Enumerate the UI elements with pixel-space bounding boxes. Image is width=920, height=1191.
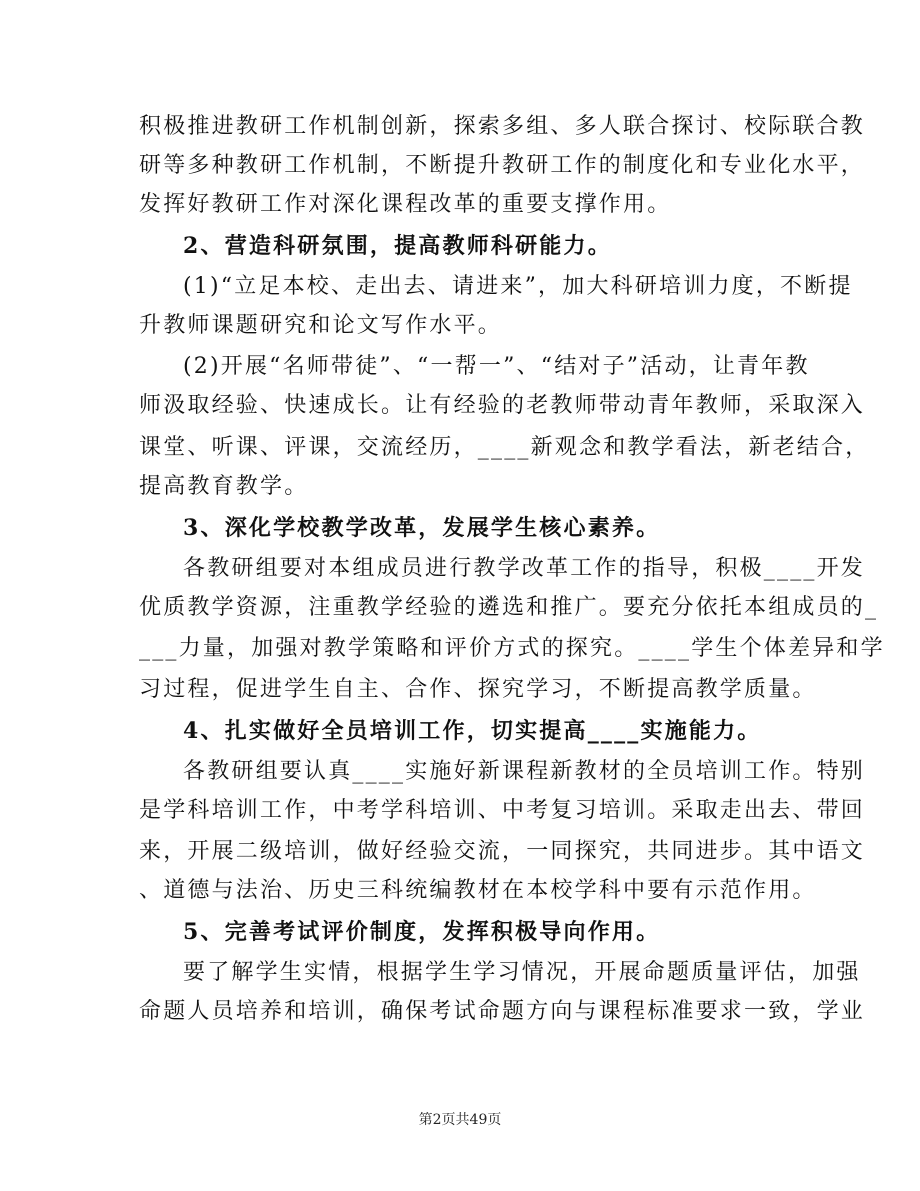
text-line: 师汲取经验、快速成长。让有经验的老教师带动青年教师，采取深入 (139, 393, 866, 418)
text-line: 要了解学生实情，根据学生学习情况，开展命题质量评估，加强 (183, 960, 861, 985)
text-line: 积极推进教研工作机制创新，探索多组、多人联合探讨、校际联合教 (139, 114, 866, 139)
text-line: 习过程，促进学生自主、合作、探究学习，不断提高教学质量。 (139, 677, 817, 702)
text-line: 命题人员培养和培训，确保考试命题方向与课程标准要求一致，学业 (139, 999, 866, 1024)
section-heading: 2、营造科研氛围，提高教师科研能力。 (183, 233, 612, 259)
text-line: 课堂、听课、评课，交流经历，____新观念和教学看法，新老结合， (139, 435, 870, 460)
text-line: (2)开展“名师带徒”、“一帮一”、“结对子”活动，让青年教 (183, 354, 810, 379)
text-line: 各教研组要对本组成员进行教学改革工作的指导，积极____开发 (183, 556, 866, 581)
text-line: 升教师课题研究和论文写作水平。 (139, 313, 503, 338)
section-heading: 5、完善考试评价制度，发挥积极导向作用。 (183, 919, 661, 945)
text-line: 、道德与法治、历史三科统编教材在本校学科中要有示范作用。 (139, 878, 817, 903)
text-line: 研等多种教研工作机制，不断提升教研工作的制度化和专业化水平， (139, 153, 866, 178)
text-line: 发挥好教研工作对深化课程改革的重要支撑作用。 (139, 192, 672, 217)
text-line: 提高教育教学。 (139, 474, 309, 499)
text-line: ___力量，加强对教学策略和评价方式的探究。____学生个体差异和学 (139, 636, 885, 661)
section-heading: 4、扎实做好全员培训工作，切实提高____实施能力。 (183, 718, 762, 744)
section-heading: 3、深化学校教学改革，发展学生核心素养。 (183, 515, 661, 541)
text-line: 优质教学资源，注重教学经验的遴选和推广。要充分依托本组成员的_ (139, 595, 879, 620)
text-line: 是学科培训工作，中考学科培训、中考复习培训。采取走出去、带回 (139, 798, 866, 823)
text-line: 各教研组要认真____实施好新课程新教材的全员培训工作。特别 (183, 759, 866, 784)
text-line: 来，开展二级培训，做好经验交流，一同探究，共同进步。其中语文 (139, 839, 866, 864)
text-line: (1)“立足本校、走出去、请进来”，加大科研培训力度，不断提 (183, 274, 853, 299)
page-number: 第2页共49页 (418, 1112, 502, 1128)
